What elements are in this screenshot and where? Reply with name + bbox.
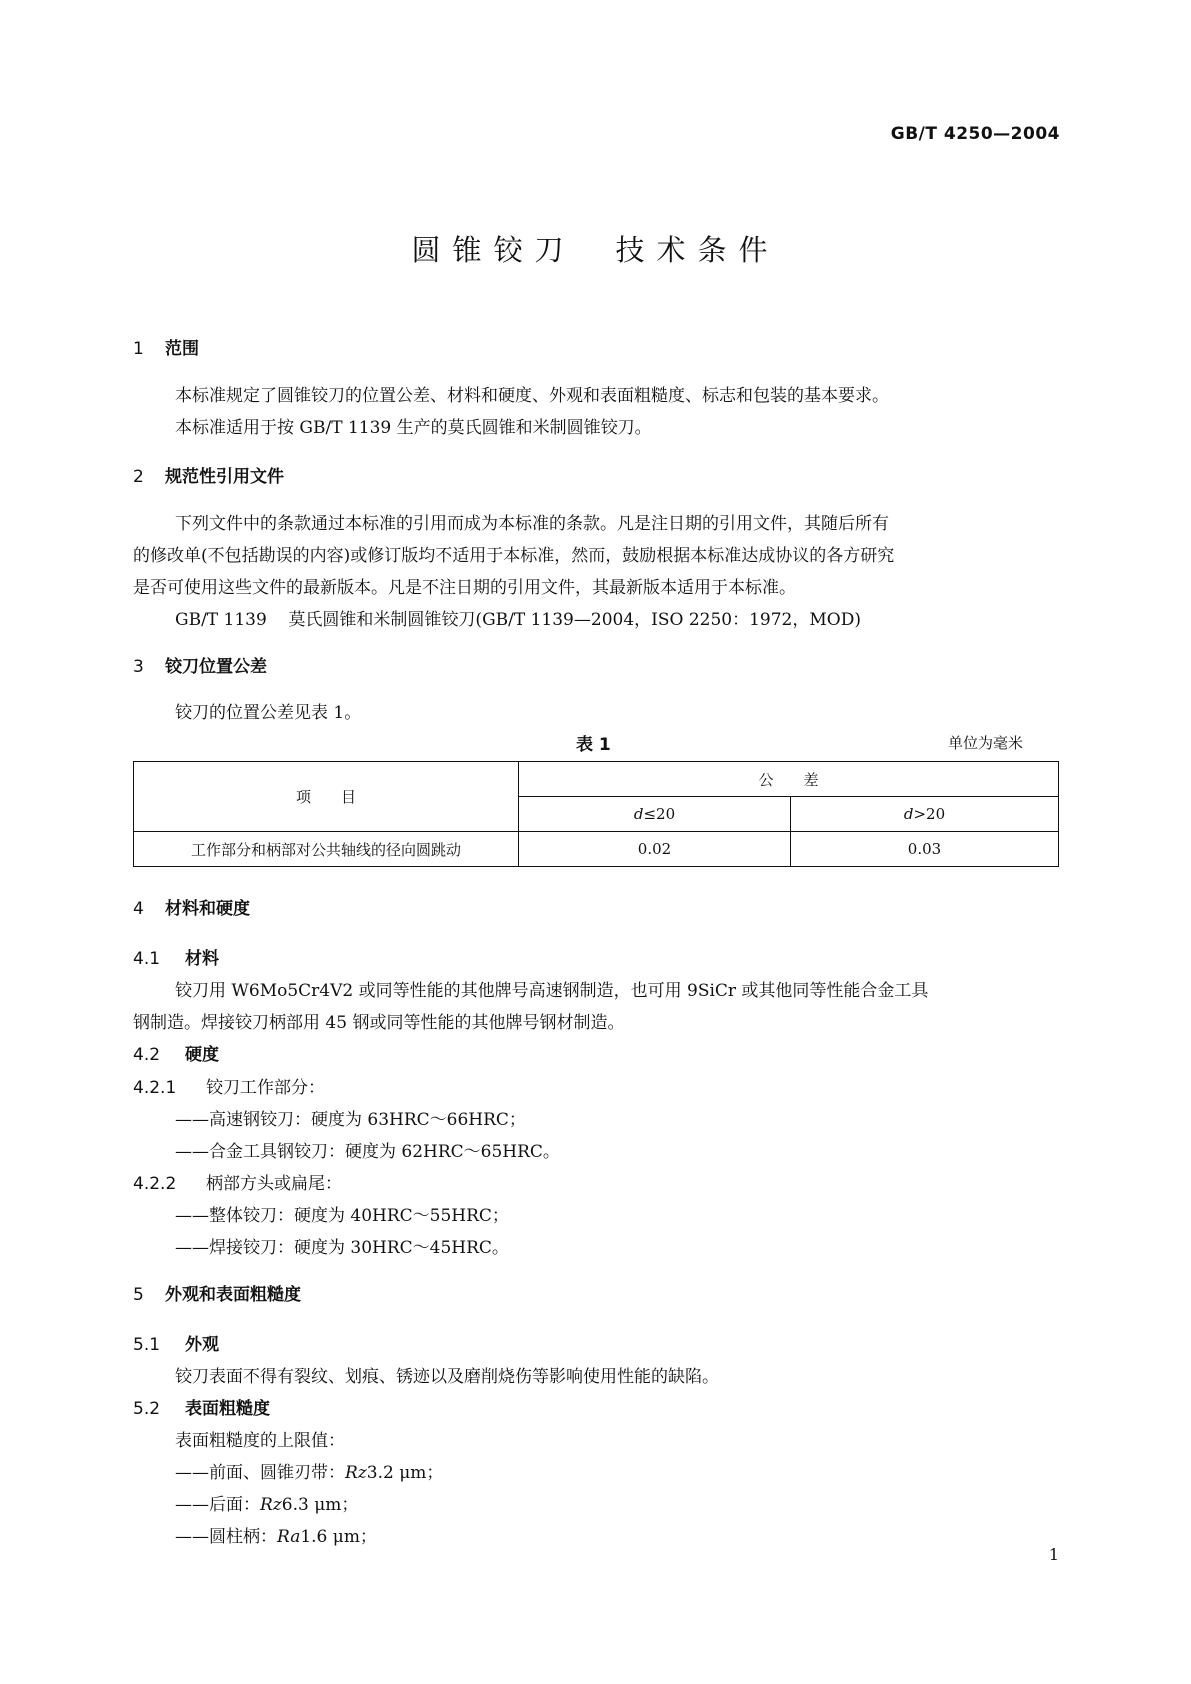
title-part-1: 圆锥铰刀 (411, 233, 576, 267)
section-2-heading: 2 规范性引用文件 (133, 467, 284, 487)
document-title (0, 228, 1191, 269)
row-value-2: 0.03 (791, 832, 1059, 867)
section-5-heading: 5 外观和表面粗糙度 (133, 1285, 301, 1305)
list-item: ——整体铰刀：硬度为 40HRC～55HRC； (175, 1206, 509, 1226)
section-1-para-2: 本标准适用于按 GB/T 1139 生产的莫氏圆锥和米制圆锥铰刀。 (175, 418, 652, 438)
list-item: ——焊接铰刀：硬度为 30HRC～45HRC。 (175, 1238, 509, 1258)
reference-title: 莫氏圆锥和米制圆锥铰刀(GB/T 1139—2004，ISO 2250：1972，MOD) (288, 610, 861, 630)
section-5-1-text: 铰刀表面不得有裂纹、划痕、锈迹以及磨削烧伤等影响使用性能的缺陷。 (175, 1367, 719, 1387)
section-4-2-2: 4.2.2 柄部方头或扁尾： (133, 1174, 342, 1194)
header-tolerance: 公 差 (519, 762, 1059, 797)
section-4-2-1: 4.2.1 铰刀工作部分： (133, 1078, 325, 1098)
section-4-1-line-1: 铰刀用 W6Mo5Cr4V2 或同等性能的其他牌号高速钢制造，也可用 9SiCr 或其他同等性能合金工具 (175, 981, 929, 1001)
section-4-1-heading: 4.1 材料 (133, 949, 219, 969)
table-title: 表 1 (576, 735, 611, 755)
page-number: 1 (1048, 1545, 1059, 1564)
list-item: ——圆柱柄：Ra1.6 μm； (175, 1527, 377, 1547)
table-header-row (134, 762, 1059, 797)
section-5-2-heading: 5.2 表面粗糙度 (133, 1399, 270, 1419)
tolerance-table (133, 761, 1059, 867)
list-item: ——前面、圆锥刃带：Rz3.2 μm； (175, 1463, 444, 1483)
section-2-line-1: 下列文件中的条款通过本标准的引用而成为本标准的条款。凡是注日期的引用文件，其随后所有 (175, 514, 889, 534)
header-item: 项 目 (134, 762, 519, 832)
section-2-line-2: 的修改单(不包括勘误的内容)或修订版均不适用于本标准，然而，鼓励根据本标准达成协议的各方研究 (133, 546, 895, 566)
section-4-heading: 4 材料和硬度 (133, 899, 250, 919)
section-5-2-text: 表面粗糙度的上限值： (175, 1431, 345, 1451)
row-value-1: 0.02 (519, 832, 791, 867)
list-item: ——合金工具钢铰刀：硬度为 62HRC～65HRC。 (175, 1142, 560, 1162)
list-item: ——后面：Rz6.3 μm； (175, 1495, 359, 1515)
section-1-heading: 1 范围 (133, 339, 199, 359)
normative-reference (175, 605, 861, 630)
reference-code: GB/T 1139 (175, 610, 267, 630)
section-1-para-1: 本标准规定了圆锥铰刀的位置公差、材料和硬度、外观和表面粗糙度、标志和包装的基本要求。 (175, 386, 889, 406)
section-2-line-3: 是否可使用这些文件的最新版本。凡是不注日期的引用文件，其最新版本适用于本标准。 (133, 578, 796, 598)
title-part-2: 技术条件 (615, 233, 780, 267)
section-3-para: 铰刀的位置公差见表 1。 (175, 703, 362, 723)
section-5-1-heading: 5.1 外观 (133, 1335, 219, 1355)
table-row (134, 832, 1059, 867)
list-item: ——高速钢铰刀：硬度为 63HRC～66HRC； (175, 1110, 526, 1130)
section-4-1-line-2: 钢制造。焊接铰刀柄部用 45 钢或同等性能的其他牌号钢材制造。 (133, 1013, 625, 1033)
section-4-2-heading: 4.2 硬度 (133, 1045, 219, 1065)
standard-code: GB/T 4250—2004 (890, 124, 1060, 144)
section-3-heading: 3 铰刀位置公差 (133, 657, 267, 677)
row-label: 工作部分和柄部对公共轴线的径向圆跳动 (134, 832, 519, 867)
table-unit: 单位为毫米 (948, 734, 1024, 752)
header-d-gt-20: d>20 (791, 797, 1059, 832)
header-d-le-20: d≤20 (519, 797, 791, 832)
